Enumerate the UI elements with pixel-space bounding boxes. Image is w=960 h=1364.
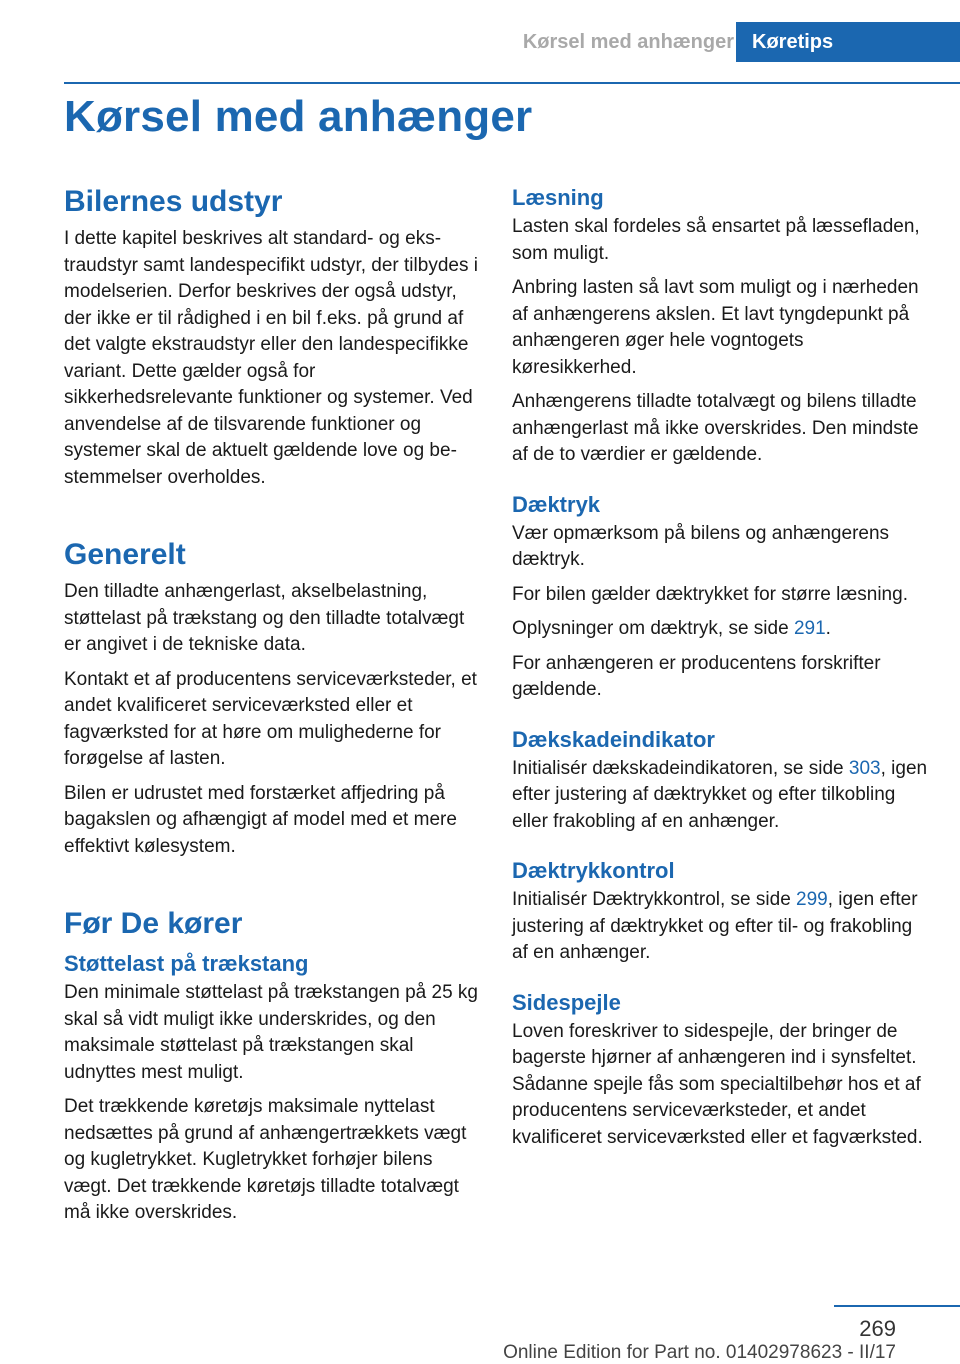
subheading-daektryk: Dæktryk [512,491,601,517]
footer-rule [834,1305,960,1307]
subheading-daekskadeindikator: Dækskadeindikator [512,726,715,752]
left-column [64,182,482,1235]
section-heading-bilernes-udstyr: Bilernes udstyr [64,185,283,218]
paragraph: Anbring lasten så lavt som muligt og i nærheden af anhængerens akslen. Et lavt tyngdepunkt på anhængeren øger hele vogntogets køresikkerhed. [512,277,919,378]
paragraph: Initialisér Dæktrykkontrol, se side 299, igen efter justering af dæktrykket og efter til- og frakobling af en anhænger. [512,889,918,963]
paragraph: Loven foreskriver to sidespejle, der bringer de bagerste hjørner af anhængeren ind i synsfeltet. Sådanne spejle fås som specialtilbehør hos et af producentens serviceværksteder, et andet kvalificeret serviceværksted eller et fagværksted. [512,1020,923,1148]
paragraph: Den tilladte anhængerlast, akselbelastning, støttelast på trækstang og den tilladte totalvægt er angivet i de tekniske data. [64,581,465,655]
paragraph: Det trækkende køretøjs maksimale nyttelast nedsættes på grund af anhængertrækkets vægt og kugletrykket. Kugletrykket forhøjer bilens vægt. Det trækkende køretøjs tilladte totalvægt må ikke overskrides. [64,1096,467,1223]
page-number: 269 [859,1316,896,1341]
right-column [512,182,932,1159]
header-chapter-tab: Køretips [736,22,960,62]
subheading-laesning: Læsning [512,185,604,210]
paragraph: Initialisér dækskadeindikatoren, se side 303, igen efter justering af dæktrykket og efter tilkobling eller frakobling af en anhænger. [512,757,928,832]
running-header [0,22,960,62]
paragraph: Anhængerens tilladte totalvægt og bilens tilladte anhængerlast må ikke overskrides. Den mindste af de to værdier er gældende. [512,391,919,465]
paragraph: Den minimale støttelast på trækstangen på 25 kg skal så vidt muligt ikke underskrides, og den maksimale støttelast på trækstangen skal udnyttes mest muligt. [64,982,478,1083]
paragraph: Kontakt et af producentens serviceværksteder, et andet kvalificeret serviceværksted eller et fagværksted for at høre om mulighederne for forøgelse af lasten. [64,668,477,769]
page-reference-link[interactable]: 299 [796,889,828,910]
paragraph: Lasten skal fordeles så ensartet på læssefladen, som muligt. [512,216,920,264]
page-reference-link[interactable]: 291 [793,618,826,639]
subheading-daektrykkontrol: Dæktrykkontrol [512,858,675,883]
header-section-title: Kørsel med anhænger [522,31,734,53]
page-title: Kørsel med anhænger [64,92,533,141]
paragraph: Vær opmærksom på bilens og anhængerens dæktryk. [512,522,890,570]
section-heading-generelt: Generelt [64,538,186,571]
paragraph: Bilen er udrustet med forstærket affjedring på bagakslen og afhængigt af model med et mere effektivt kølesystem. [64,782,457,857]
paragraph: For bilen gælder dæktrykket for større læsning. [512,583,908,605]
paragraph: I dette kapitel beskrives alt standard- og ekstraudstyr samt landespecifikt udstyr, der tilbydes i modelserien. Derfor beskrives der også udstyr, der ikke er til rådighed i en bil f.eks. på grund af det valgte ekstraudstyr eller den landespecifikke variant. Dette gælder også for sikkerhedsrelevante funktioner og systemer. Ved anvendelse af de tilsvarende funktioner og systemer skal de aktuelt gældende love og bestemmelser overholdes. [64,228,478,488]
subheading-sidespejle: Sidespejle [512,989,621,1015]
subheading-stoettelast: Støttelast på trækstang [64,951,309,976]
section-heading-foer-de-koerer: Før De kører [64,907,243,940]
header-rule [64,82,960,84]
edition-note: Online Edition for Part no. 01402978623 - II/17 [503,1342,896,1363]
paragraph: For anhængeren er producentens forskrifter gældende. [512,652,881,700]
page-reference-link[interactable]: 303 [848,757,881,779]
paragraph: Oplysninger om dæktryk, se side 291. [512,618,831,639]
